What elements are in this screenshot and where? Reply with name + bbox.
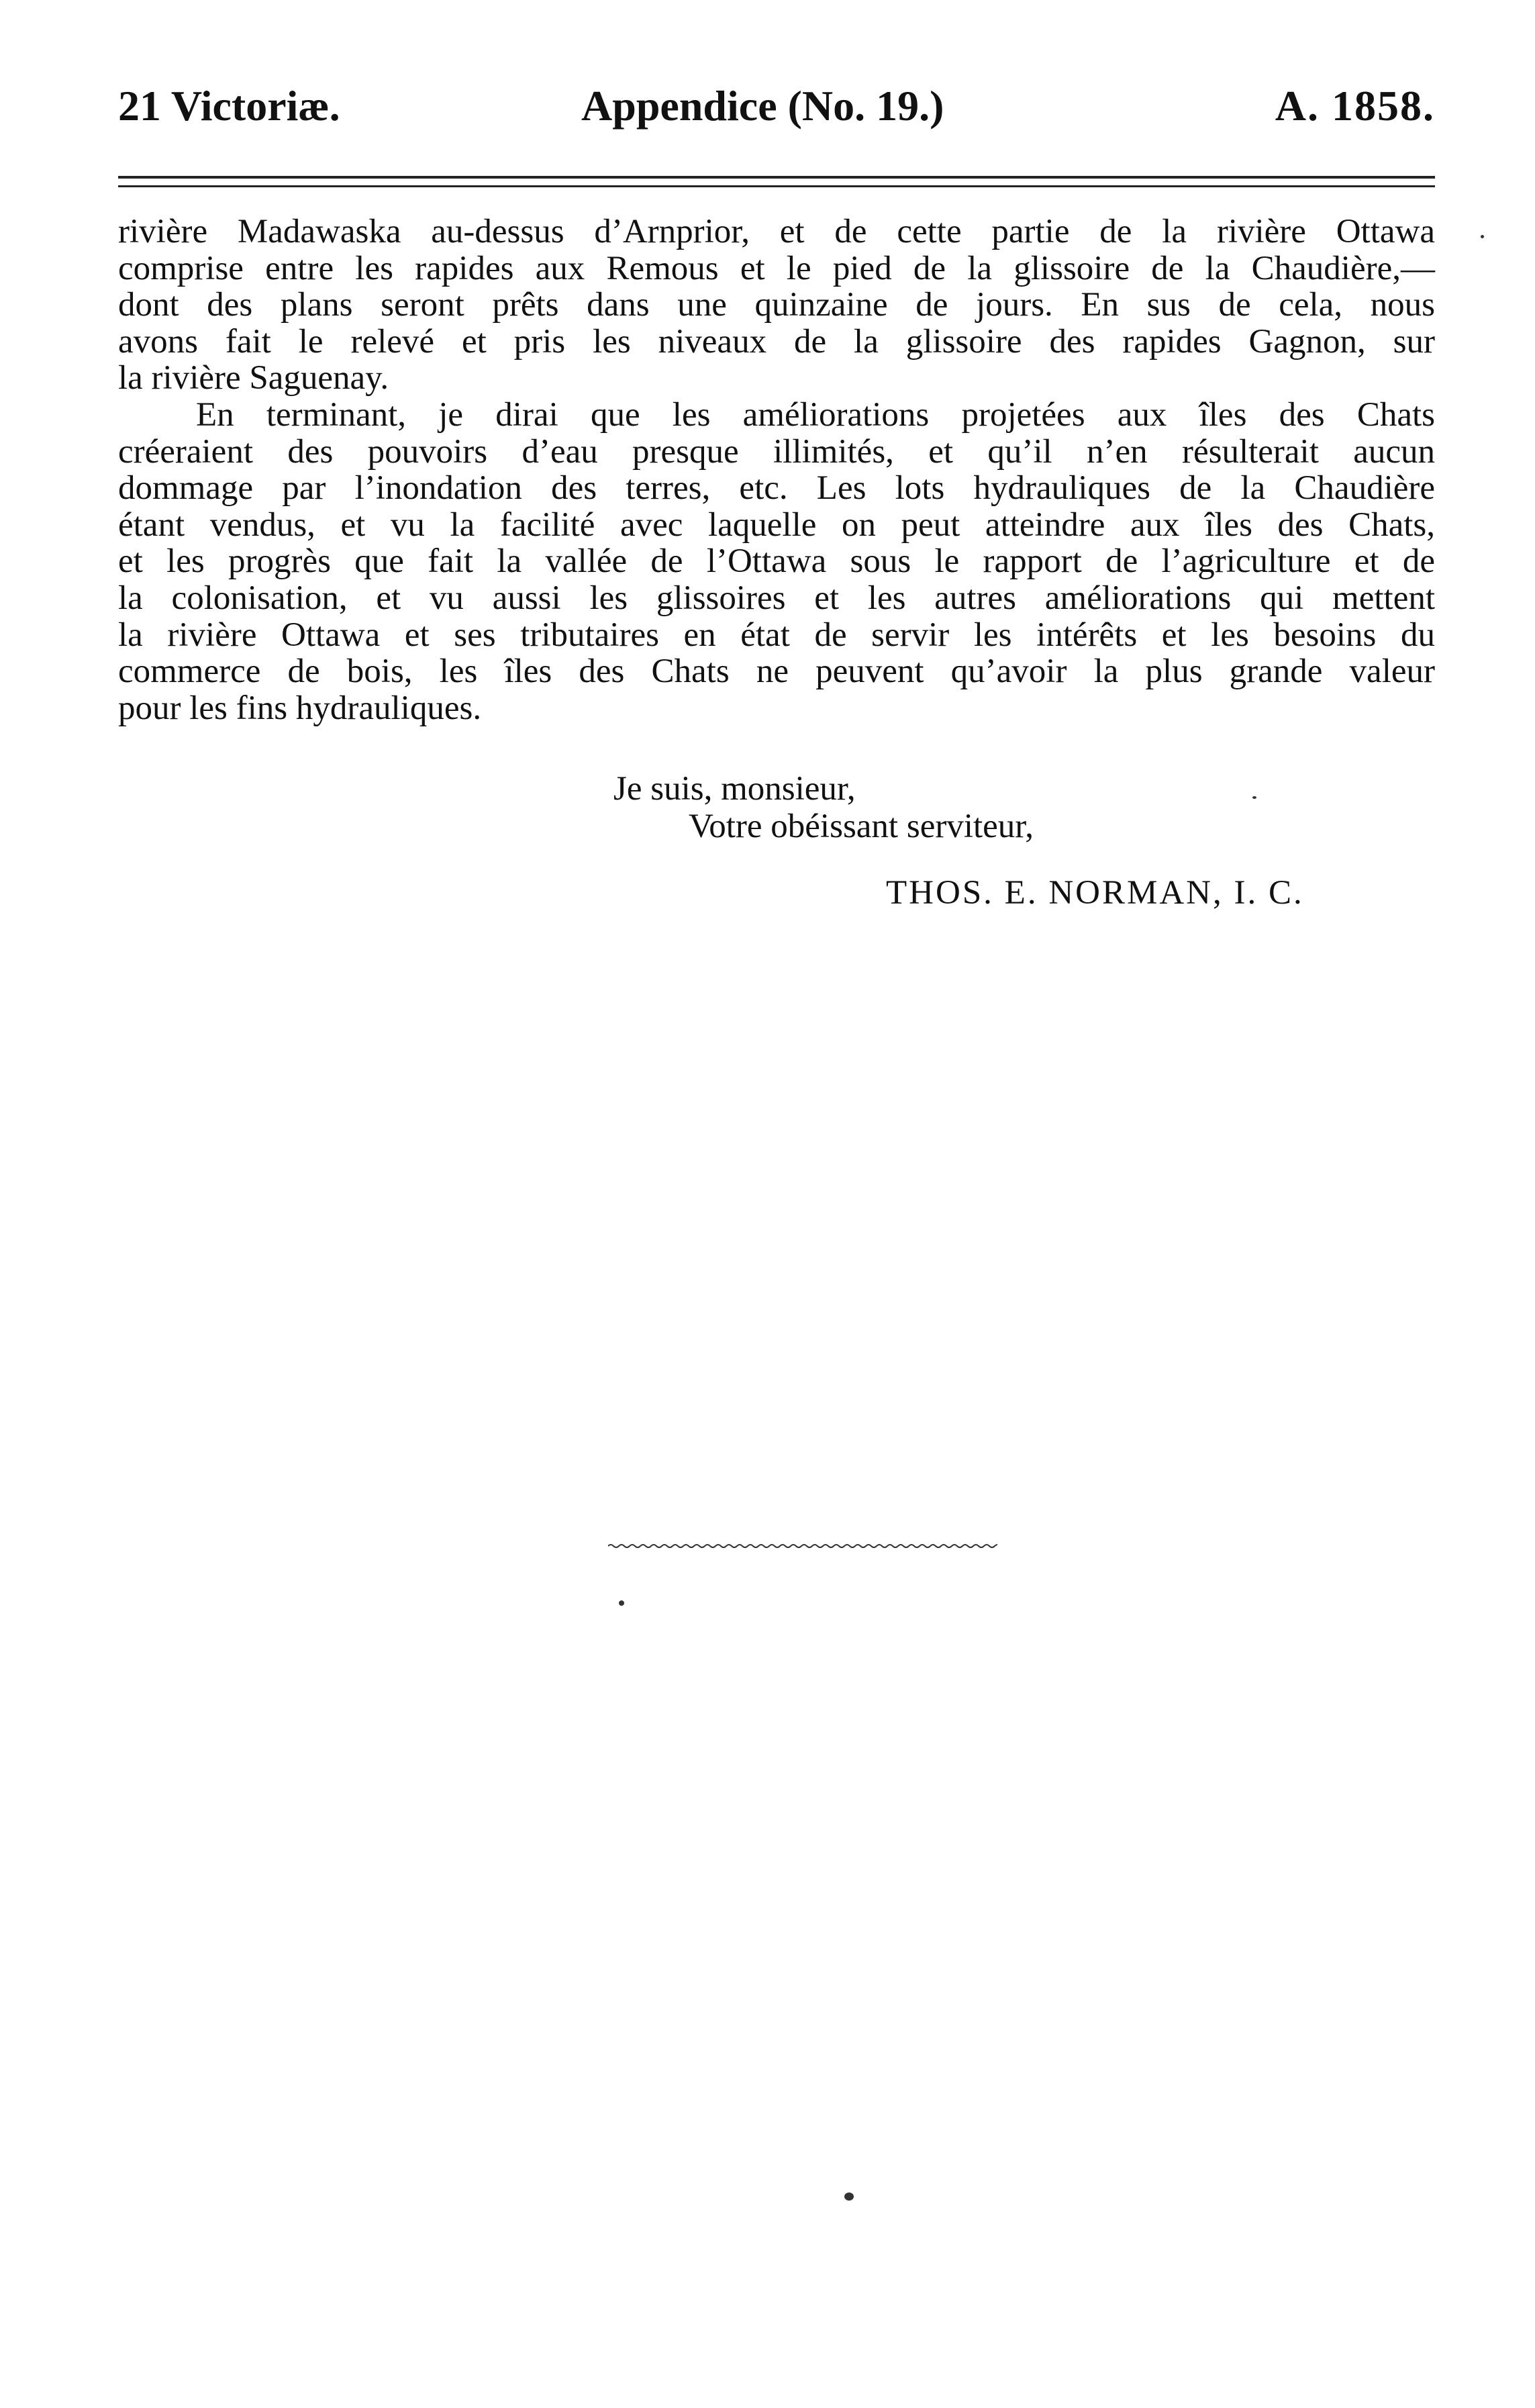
text-line: rivière Madawaska au-dessus d’Arnprior, et de cette partie de la rivière Ottawa <box>118 213 1435 250</box>
text-line: En terminant, je dirai que les améliorations projetées aux îles des Chats <box>196 395 1435 434</box>
ink-speck <box>619 1600 624 1606</box>
ink-speck <box>844 2193 854 2201</box>
text-line: comprise entre les rapides aux Remous et le pied de la glissoire de la Chaudière,— <box>118 249 1435 287</box>
text-line: créeraient des pouvoirs d’eau presque illimités, et qu’il n’en résulterait aucun <box>118 432 1435 471</box>
running-header <box>118 79 1435 133</box>
text-line: commerce de bois, les îles des Chats ne peuvent qu’avoir la plus grande valeur <box>118 653 1435 691</box>
complimentary-close: Votre obéissant serviteur, <box>689 808 1034 845</box>
header-year: A. 1858. <box>1275 82 1435 130</box>
body-text <box>118 213 1435 726</box>
header-appendix: Appendice (No. 19.) <box>581 82 944 130</box>
text-line: la rivière Ottawa et ses tributaires en état de servir les intérêts et les besoins du <box>118 616 1435 654</box>
header-rule-top <box>118 176 1435 179</box>
ink-speck <box>1252 796 1256 799</box>
text-line: la rivière Saguenay. <box>118 359 389 397</box>
text-line: étant vendus, et vu la facilité avec laquelle on peut atteindre aux îles des Chats, <box>118 505 1435 544</box>
ornamental-rule <box>608 1543 997 1549</box>
paragraph-2 <box>118 397 1435 726</box>
salutation: Je suis, monsieur, <box>613 770 856 808</box>
text-line: et les progrès que fait la vallée de l’Ottawa sous le rapport de l’agriculture et de <box>118 542 1435 581</box>
ink-speck <box>1481 235 1484 238</box>
header-rule-bottom <box>118 185 1435 187</box>
text-line: pour les fins hydrauliques. <box>118 689 482 727</box>
text-line: avons fait le relevé et pris les niveaux de la glissoire des rapides Gagnon, sur <box>118 322 1435 360</box>
text-line: dommage par l’inondation des terres, etc. Les lots hydrauliques de la Chaudière <box>118 469 1435 508</box>
header-session: 21 Victoriæ. <box>118 82 340 130</box>
signature: THOS. E. NORMAN, I. C. <box>886 874 1304 912</box>
paragraph-1 <box>118 213 1435 397</box>
text-line: la colonisation, et vu aussi les glissoires et les autres améliorations qui mettent <box>118 579 1435 617</box>
text-line: dont des plans seront prêts dans une quinzaine de jours. En sus de cela, nous <box>118 286 1435 324</box>
